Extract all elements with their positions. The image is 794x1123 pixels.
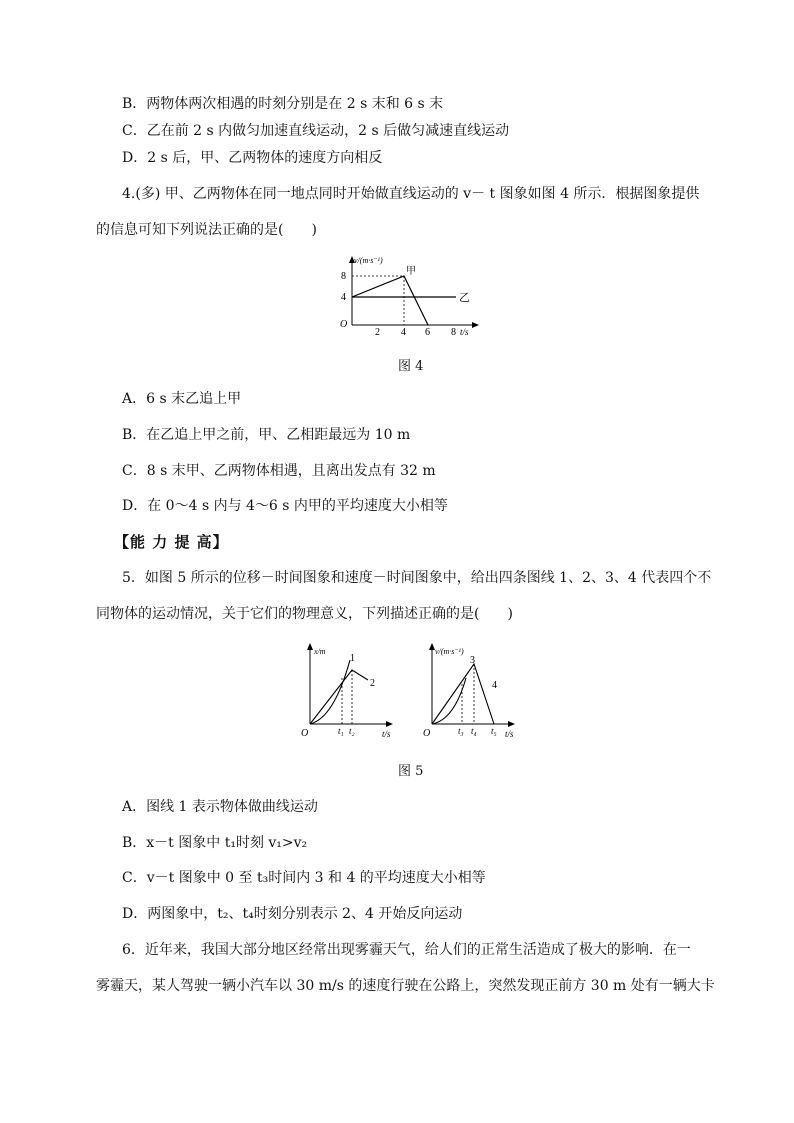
fig5l-y-arrow [307, 643, 313, 650]
fig4-x-arrow [472, 322, 479, 328]
fig5r-label-3: 3 [470, 655, 475, 666]
fig5l-xlabel: t/s [382, 729, 391, 739]
fig4-xlabel: t/s [460, 327, 469, 335]
q4-option-d: D．在 0～4 s 内与 4～6 s 内甲的平均速度大小相等 [122, 498, 448, 514]
q6-line1: 6．近年来，我国大部分地区经常出现雾霾天气，给人们的正常生活造成了极大的影响．在一 [122, 942, 691, 958]
q4-stem-line2: 的信息可知下列说法正确的是( ) [96, 222, 317, 238]
fig5l-label-1: 1 [350, 653, 355, 664]
fig5r-t3: t₃ [458, 726, 464, 736]
fig4-label-yi: 乙 [459, 292, 470, 304]
q5-stem-line2: 同物体的运动情况，关于它们的物理意义，下列描述正确的是( ) [96, 606, 513, 622]
fig5l-t2: t₂ [349, 726, 355, 736]
fig5r-t5: t₅ [491, 726, 497, 736]
fig4-ylabel: v/(m·s⁻¹) [354, 256, 383, 265]
figure-5-vt-graph [418, 640, 528, 740]
fig4-xtick-2: 2 [375, 327, 380, 335]
q4-option-b: B．在乙追上甲之前，甲、乙相距最远为 10 m [122, 427, 411, 443]
fig4-xtick-6: 6 [425, 327, 430, 335]
q3-option-b: B．两物体两次相遇的时刻分别是在 2 s 末和 6 s 末 [122, 96, 444, 112]
fig5l-line-1 [310, 660, 350, 724]
fig4-series-jia [352, 276, 428, 325]
fig5r-ylabel: v/(m·s⁻¹) [435, 647, 464, 656]
q5-option-d: D．两图象中，t₂、t₄时刻分别表示 2、4 开始反向运动 [122, 906, 463, 922]
q4-option-a: A．6 s 末乙追上甲 [122, 391, 242, 407]
q3-option-d: D．2 s 后，甲、乙两物体的速度方向相反 [122, 150, 383, 166]
figure-5-caption: 图 5 [398, 764, 424, 779]
fig5l-x-arrow [386, 721, 393, 727]
q5-option-a: A．图线 1 表示物体做曲线运动 [122, 799, 318, 815]
q5-stem-line1: 5．如图 5 所示的位移－时间图象和速度－时间图象中，给出四条图线 1、2、3、4 代表四个不 [122, 570, 712, 586]
section-title-ability: 【能 力 提 高】 [114, 533, 229, 551]
figure-4-vt-graph [330, 255, 490, 335]
q3-option-c: C．乙在前 2 s 内做匀加速直线运动，2 s 后做匀减速直线运动 [122, 123, 510, 139]
q5-option-c: C．v－t 图象中 0 至 t₃时间内 3 和 4 的平均速度大小相等 [122, 870, 486, 886]
fig4-xtick-4: 4 [401, 327, 406, 335]
fig5l-ylabel: x/m [314, 647, 326, 656]
q4-stem-line1: 4.(多) 甲、乙两物体在同一地点同时开始做直线运动的 v－ t 图象如图 4 所示．根据图象提供 [122, 186, 700, 202]
fig4-ytick-4: 4 [341, 292, 346, 303]
fig5l-label-2: 2 [370, 678, 375, 689]
fig5r-xlabel: t/s [505, 729, 514, 739]
q5-option-b: B．x－t 图象中 t₁时刻 v₁>v₂ [122, 835, 308, 851]
figure-4-caption: 图 4 [398, 359, 424, 374]
figure-5-xt-graph [296, 640, 406, 740]
fig4-label-jia: 甲 [406, 266, 416, 277]
fig5l-line-2 [310, 670, 368, 724]
fig5r-line-4 [432, 664, 494, 724]
fig4-origin: O [340, 319, 348, 330]
q6-line2: 雾霾天，某人驾驶一辆小汽车以 30 m/s 的速度行驶在公路上，突然发现正前方 30 m 处有一辆大卡 [96, 978, 715, 994]
fig4-ytick-8: 8 [341, 271, 346, 282]
fig4-xtick-8: 8 [451, 327, 456, 335]
fig5r-origin: O [423, 728, 431, 739]
fig5r-x-arrow [508, 721, 515, 727]
fig5l-origin: O [301, 728, 309, 739]
fig5r-label-4: 4 [492, 680, 497, 691]
q4-option-c: C．8 s 末甲、乙两物体相遇，且离出发点有 32 m [122, 463, 436, 479]
fig5r-t4: t₄ [471, 726, 477, 736]
fig5l-t1: t₁ [338, 726, 344, 736]
